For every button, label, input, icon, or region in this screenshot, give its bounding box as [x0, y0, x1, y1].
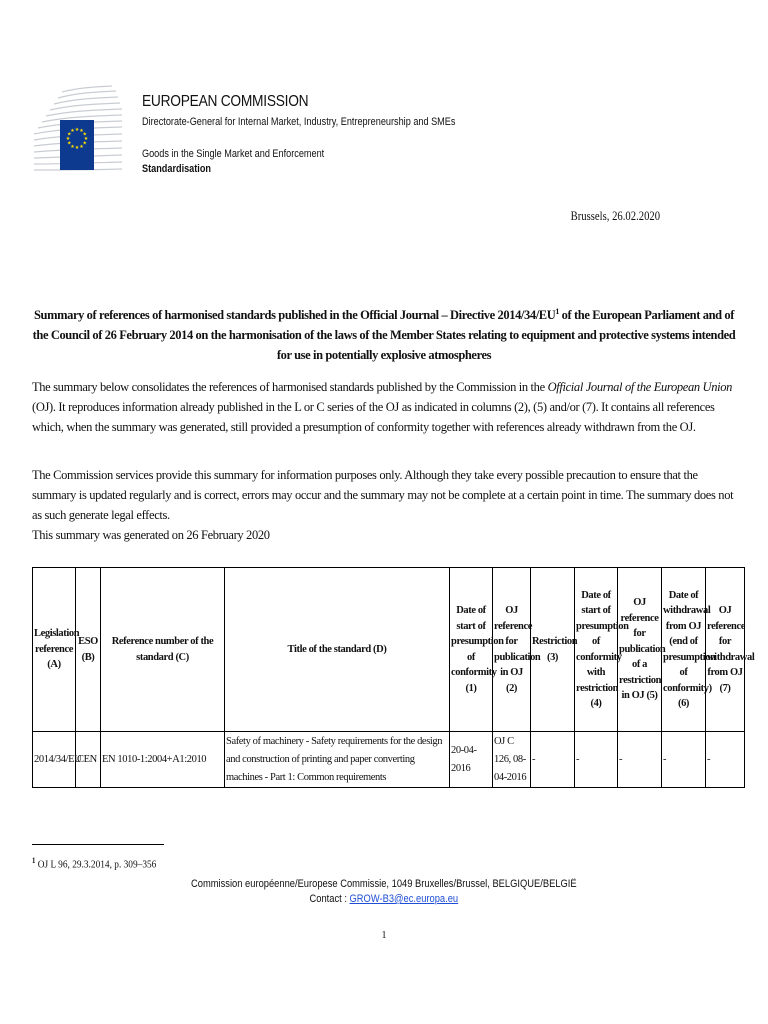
table-cell: OJ C 126, 08-04-2016: [493, 732, 531, 788]
footnote: [32, 856, 156, 871]
intro-text-a: The summary below consolidates the references of harmonised standards published by the Commission in the: [32, 380, 548, 394]
standards-table: [32, 567, 755, 788]
column-header: OJ reference for publication in OJ (2): [493, 568, 531, 732]
column-header: Title of the standard (D): [225, 568, 450, 732]
column-header: Date of start of presumption of conformity with restriction (4): [575, 568, 618, 732]
table-cell: -: [662, 732, 706, 788]
svg-text:★: ★: [83, 136, 89, 142]
table-cell: -: [531, 732, 575, 788]
column-header: Date of withdrawal from OJ (end of presumption of conformity) (6): [662, 568, 706, 732]
org-name: EUROPEAN COMMISSION: [142, 93, 309, 110]
column-header: OJ reference for publication of a restriction in OJ (5): [618, 568, 662, 732]
footer-address-block: [0, 877, 768, 907]
intro-paragraph: [32, 377, 740, 437]
table-cell: -: [575, 732, 618, 788]
footnote-divider: [32, 844, 164, 845]
intro-text-b: (OJ). It reproduces information already published in the L or C series of the OJ as indicated in columns (2), (5) and/or (7). It contains all references which, when the summary was generated, still provided a presumption of conformity together with references already withdrawn from the OJ.: [32, 400, 715, 434]
table-cell: -: [618, 732, 662, 788]
table-cell: 2014/34/EU: [33, 732, 76, 788]
date-line: Brussels, 26.02.2020: [570, 208, 660, 223]
svg-text:★: ★: [66, 131, 72, 138]
column-header: OJ reference for withdrawal from OJ (7): [706, 568, 745, 732]
footnote-text: OJ L 96, 29.3.2014, p. 309–356: [37, 858, 157, 871]
table-cell: 20-04-2016: [450, 732, 493, 788]
column-header: Restriction (3): [531, 568, 575, 732]
contact-email-link[interactable]: GROW-B3@ec.europa.eu: [349, 893, 459, 905]
table-cell: -: [706, 732, 745, 788]
svg-text:★: ★: [79, 143, 84, 150]
document-title: [28, 302, 740, 365]
table-header-row: [33, 568, 745, 732]
title-part-2: of the European Parliament and of the Council of 26 February 2014 on the harmonisation of the laws of the Member States relating to equipment and protective systems intended for use in potentially explosive atmospheres: [32, 308, 736, 363]
european-commission-logo: [32, 84, 132, 174]
svg-text:★: ★: [74, 127, 80, 133]
page-number: 1: [381, 930, 387, 941]
column-header: Legislation reference (A): [33, 568, 76, 732]
svg-text:★: ★: [82, 131, 88, 138]
table-row: [33, 732, 745, 788]
svg-text:★: ★: [82, 140, 88, 147]
svg-text:★: ★: [74, 145, 80, 151]
directorate: Goods in the Single Market and Enforcement: [142, 148, 325, 160]
unit-name: Standardisation: [142, 163, 211, 175]
svg-text:★: ★: [66, 140, 72, 147]
column-header: ESO (B): [76, 568, 101, 732]
column-header: Date of start of presumption of conformity (1): [450, 568, 493, 732]
footnote-number: 1: [32, 856, 36, 865]
footnote-reference: 1: [555, 307, 559, 316]
column-header: Reference number of the standard (C): [101, 568, 225, 732]
svg-text:★: ★: [65, 136, 71, 142]
contact-label: Contact :: [309, 893, 350, 905]
title-part-1: Summary of references of harmonised standards published in the Official Journal – Directive 2014/34/EU: [33, 308, 556, 323]
svg-text:★: ★: [70, 143, 75, 150]
table-cell: Safety of machinery - Safety requirements for the design and construction of printing and paper converting machines - Part 1: Common requirements: [225, 732, 450, 788]
intro-text-italic: Official Journal of the European Union: [547, 380, 733, 394]
svg-text:★: ★: [79, 128, 84, 135]
table-cell: CEN: [76, 732, 101, 788]
disclaimer-paragraph: The Commission services provide this summary for information purposes only. Although they take every possible precaution to ensure that the summary is updated regularly and is correct, errors may occur and the summary may not be complete at a certain point in time. The summary does not as such generate legal effects.: [32, 468, 734, 522]
directorate-general: Directorate-General for Internal Market, Industry, Entrepreneurship and SMEs: [142, 116, 456, 128]
generated-date-paragraph: This summary was generated on 26 February 2020: [32, 528, 270, 542]
address-line: Commission européenne/Europese Commissie, 1049 Bruxelles/Brussel, BELGIQUE/BELGIË: [191, 878, 577, 890]
table-cell: EN 1010-1:2004+A1:2010: [101, 732, 225, 788]
svg-text:★: ★: [70, 128, 75, 135]
